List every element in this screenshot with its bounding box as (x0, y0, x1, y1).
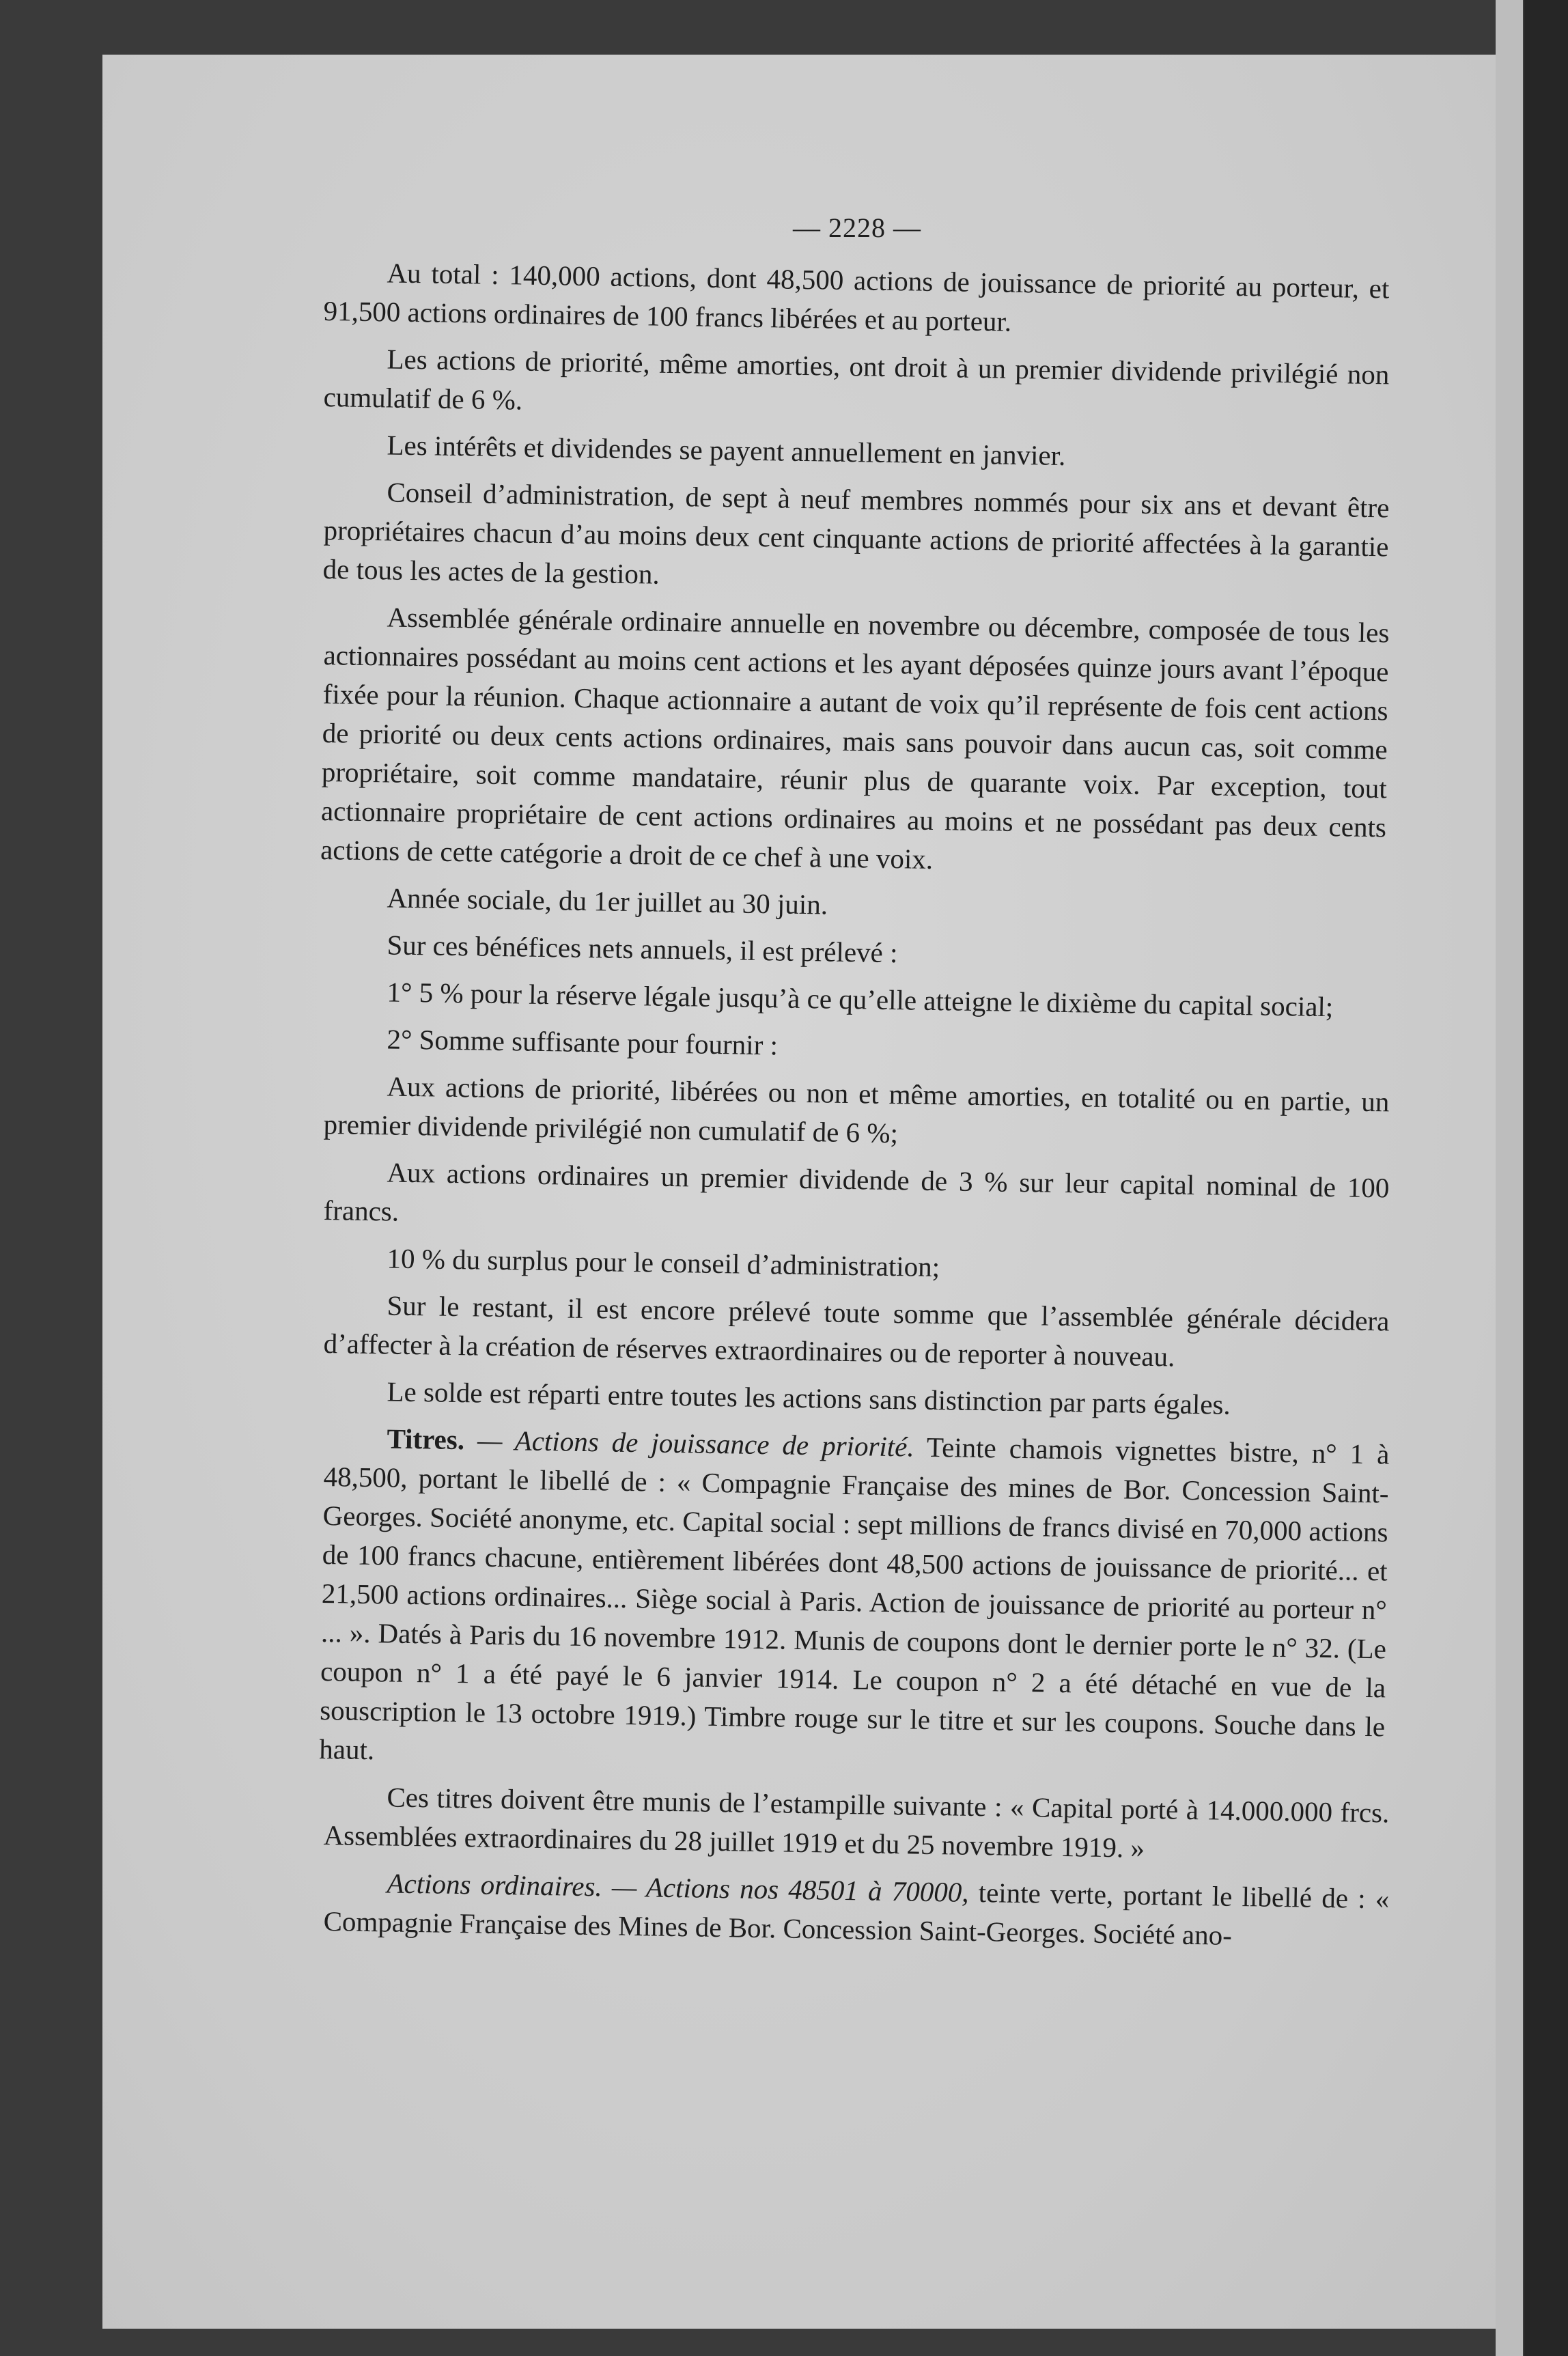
ordinaires-label: Actions ordinaires. (387, 1867, 603, 1903)
document-body (319, 208, 1390, 1951)
paragraph-remainder: Sur le restant, il est encore prélevé toute somme que l’assemblée générale décidera d’affecter à la création de réserves extraordinaires ou de reporter à nouveau. (323, 1289, 1390, 1373)
titres-subtitle: — Actions de jouissance de priorité. (477, 1424, 915, 1463)
paragraph-profits: Sur ces bénéfices nets annuels, il est prélevé : (387, 929, 898, 969)
paragraph-board: Conseil d’administration, de sept à neuf membres nommés pour six ans et devant être propriétaires chacun d’au moins deux cent cinquante actions de priorité affectées à la garantie de tous les actes de la gestion. (322, 476, 1390, 590)
titres-label: Titres. (387, 1422, 465, 1456)
paragraph-priority-rights: Les actions de priorité, même amorties, ont droit à un premier dividende privilégié non cumulatif de 6 %. (323, 343, 1390, 416)
paragraph-estampille: Ces titres doivent être munis de l’estampille suivante : « Capital porté à 14.000.000 frcs. Assemblées extraordinaires du 28 juillet 1919 et du 25 novembre 1919. » (323, 1781, 1390, 1864)
adjacent-page-edge (1496, 0, 1523, 2356)
paragraph-interests: Les intérêts et dividendes se payent annuellement en janvier. (387, 429, 1066, 472)
ordinaires-subtitle: — Actions nos 48501 à 70000, (611, 1870, 969, 1908)
paragraph-assembly: Assemblée générale ordinaire annuelle en novembre ou décembre, composée de tous les actionnaires possédant au moins cent actions et les ayant déposées quinze jours avant l’époque fixée pour la réunion. Chaque actionnaire a autant de voix qu’il représente de fois cent actions de priorité ou deux cents actions ordinaires, mais sans pouvoir dans aucun cas, soit comme propriétaire, soit comme mandataire, réunir plus de quarante voix. Par exception, tout actionnaire propriétaire de cent actions ordinaires au moins et ne possédant pas deux cents actions de cette catégorie a droit de ce chef à une voix. (320, 601, 1390, 875)
paragraph-balance: Le solde est réparti entre toutes les actions sans distinction par parts égales. (387, 1375, 1231, 1420)
paragraph-ordinaires (323, 1863, 1390, 1957)
paragraph-fiscal-year: Année sociale, du 1er juillet au 30 juin. (387, 882, 828, 921)
paragraph-legal-reserve: 1° 5 % pour la réserve légale jusqu’à ce qu’elle atteigne le dixième du capital social; (387, 976, 1334, 1023)
paragraph-titres (319, 1418, 1390, 1785)
paragraph-priority-dividend: Aux actions de priorité, libérées ou non et même amorties, en totalité ou en partie, un premier dividende privilégié non cumulatif de 6 %; (323, 1070, 1390, 1149)
paragraph-total: Au total : 140,000 actions, dont 48,500 actions de jouissance de priorité au porteur, et 91,500 actions ordinaires de 100 francs libérées et au porteur. (323, 257, 1390, 337)
paragraph-sufficient-sum: 2° Somme suffisante pour fournir : (387, 1023, 779, 1061)
paragraph-board-share: 10 % du surplus pour le conseil d’administration; (387, 1242, 940, 1283)
scan-background (1524, 0, 1568, 2356)
paragraph-ordinary-dividend: Aux actions ordinaires un premier dividende de 3 % sur leur capital nominal de 100 francs. (323, 1156, 1390, 1227)
titres-text: Teinte chamois vignettes bistre, n° 1 à 48,500, portant le libellé de : « Compagnie Française des mines de Bor. Concession Saint-Georges. Société anonyme, etc. Capital social : sept millions de francs divisé en 70,000 actions de 100 francs chacune, entièrement libérées dont 48,500 actions de jouissance de priorité... et 21,500 actions ordinaires... Siège social à Paris. Action de jouissance de priorité au porteur n° ... ». Datés à Paris du 16 novembre 1912. Munis de coupons dont le dernier porte le n° 32. (Le coupon n° 1 a été payé le 6 janvier 1914. Le coupon n° 2 a été détaché en vue de la souscription le 13 octobre 1919.) Timbre rouge sur le titre et sur les coupons. Souche dans le haut. (319, 1431, 1390, 1766)
page-number: — 2228 — (793, 212, 921, 243)
ordinaires-text: teinte verte, portant le libellé de : « Compagnie Française des Mines de Bor. Concession Saint-Georges. Société ano- (323, 1877, 1390, 1951)
